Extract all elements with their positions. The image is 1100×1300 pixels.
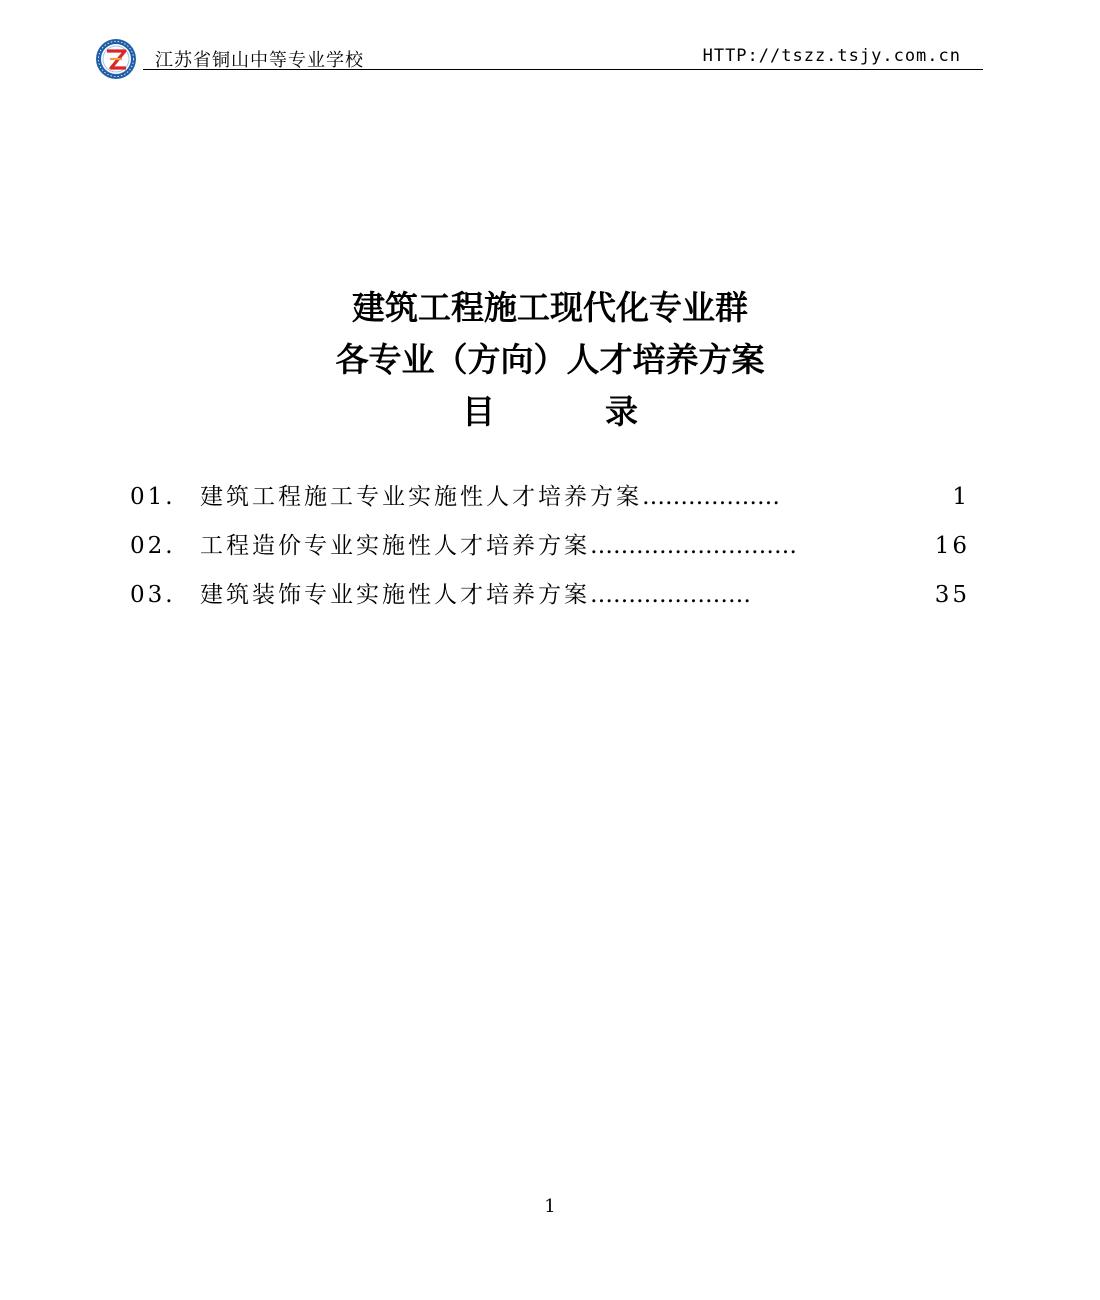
school-logo — [95, 38, 137, 80]
toc-entry-page: 35 — [934, 582, 970, 608]
toc-heading-char-1: 目 — [462, 392, 495, 431]
toc-entry-page: 16 — [934, 533, 970, 559]
toc-entry[interactable] — [130, 576, 970, 625]
school-name: 江苏省铜山中等专业学校 — [155, 50, 364, 71]
toc-heading — [0, 386, 1100, 438]
toc-entry-leader: ……………… — [642, 484, 780, 510]
toc-entry-number: 01. — [130, 484, 176, 510]
title-line-1: 建筑工程施工现代化专业群 — [352, 288, 748, 327]
toc-entry-page: 1 — [952, 484, 970, 510]
toc-entry[interactable] — [130, 527, 970, 576]
page-header — [95, 38, 983, 78]
toc-heading-char-2: 录 — [605, 392, 638, 431]
toc-entry[interactable] — [130, 478, 970, 527]
toc-entry-title: 建筑装饰专业实施性人才培养方案 — [200, 582, 590, 608]
toc-entry-number: 02. — [130, 533, 176, 559]
toc-entry-leader: ……………………… — [590, 533, 797, 559]
table-of-contents — [130, 478, 970, 625]
toc-entry-number: 03. — [130, 582, 176, 608]
school-url[interactable]: HTTP://tszz.tsjy.com.cn — [702, 46, 961, 66]
toc-entry-title: 建筑工程施工专业实施性人才培养方案 — [200, 484, 642, 510]
title-line-2: 各专业（方向）人才培养方案 — [335, 340, 765, 379]
document-title-block — [0, 282, 1100, 438]
toc-entry-title: 工程造价专业实施性人才培养方案 — [200, 533, 590, 559]
page-number: 1 — [544, 1196, 556, 1217]
toc-entry-leader: ………………… — [590, 582, 751, 608]
header-divider — [143, 69, 983, 70]
